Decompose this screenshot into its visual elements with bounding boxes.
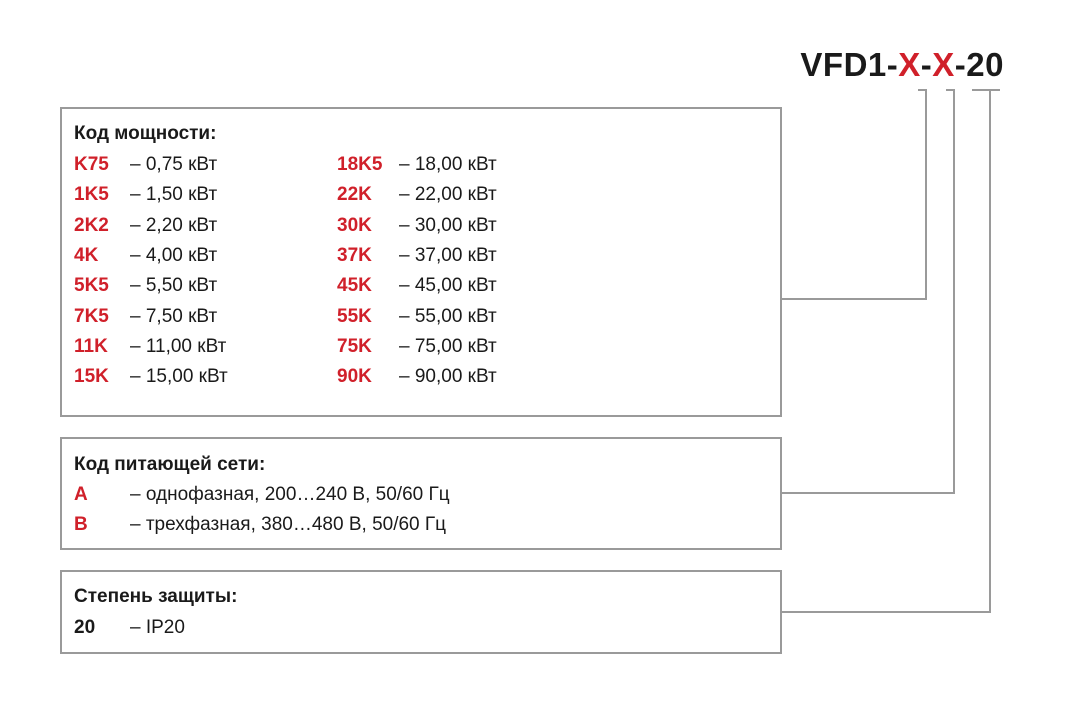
protection-title: Степень защиты: xyxy=(74,586,238,607)
power-desc: – 2,20 кВт xyxy=(130,214,218,236)
model-prefix: VFD1- xyxy=(800,46,899,83)
power-desc: – 15,00 кВт xyxy=(130,366,228,388)
power-row xyxy=(337,183,497,207)
supply-code: A xyxy=(74,484,88,505)
power-code: 4K xyxy=(74,244,99,266)
model-supply-placeholder: X xyxy=(932,46,955,83)
power-row xyxy=(74,305,217,329)
power-code: 11K xyxy=(74,335,108,357)
power-desc: – 7,50 кВт xyxy=(130,305,218,327)
power-code: 18K5 xyxy=(337,154,383,175)
power-code: 90K xyxy=(337,366,372,388)
model-code xyxy=(800,46,1004,84)
power-code: 30K xyxy=(337,214,372,236)
leader-line-protection xyxy=(782,90,1000,612)
power-row xyxy=(337,365,497,389)
power-row xyxy=(74,244,217,268)
power-desc: – 1,50 кВт xyxy=(130,184,218,206)
power-desc: – 37,00 кВт xyxy=(399,244,497,266)
leader-line-supply xyxy=(782,90,954,493)
power-row xyxy=(74,274,217,298)
supply-desc: – однофазная, 200…240 В, 50/60 Гц xyxy=(130,484,450,505)
power-code: 2K2 xyxy=(74,214,109,236)
power-desc: – 22,00 кВт xyxy=(399,184,497,206)
power-desc: – 30,00 кВт xyxy=(399,214,497,236)
supply-code-title: Код питающей сети: xyxy=(74,454,266,475)
power-code: 7K5 xyxy=(74,305,109,327)
model-separator: - xyxy=(920,46,933,83)
power-desc: – 90,00 кВт xyxy=(399,366,497,388)
protection-box xyxy=(60,570,782,654)
protection-code: 20 xyxy=(74,617,96,638)
model-power-placeholder: X xyxy=(898,46,921,83)
power-row xyxy=(337,214,497,238)
supply-desc: – трехфазная, 380…480 В, 50/60 Гц xyxy=(130,514,447,535)
power-desc: – 4,00 кВт xyxy=(130,244,218,266)
power-row xyxy=(337,305,497,329)
power-row xyxy=(337,335,497,359)
protection-row xyxy=(74,616,185,640)
power-row xyxy=(337,153,497,177)
supply-code-box xyxy=(60,437,782,550)
power-desc: – 55,00 кВт xyxy=(399,305,497,327)
power-code: 15K xyxy=(74,366,109,388)
power-code-title: Код мощности: xyxy=(74,123,217,144)
power-desc: – 5,50 кВт xyxy=(130,275,218,297)
power-desc: – 75,00 кВт xyxy=(399,335,497,357)
power-desc: – 11,00 кВт xyxy=(130,335,227,357)
power-code: 45K xyxy=(337,275,372,297)
power-code: 37K xyxy=(337,244,372,266)
power-code: 1K5 xyxy=(74,184,109,206)
power-code: K75 xyxy=(74,154,109,175)
power-code: 55K xyxy=(337,305,372,327)
protection-desc: – IP20 xyxy=(130,617,185,638)
power-row xyxy=(74,365,228,389)
power-desc: – 0,75 кВт xyxy=(130,154,218,175)
power-row xyxy=(74,153,217,177)
model-suffix: -20 xyxy=(954,46,1004,83)
leader-line-power xyxy=(782,90,926,299)
power-desc: – 45,00 кВт xyxy=(399,275,497,297)
power-row xyxy=(74,183,217,207)
power-code-box xyxy=(60,107,782,417)
power-row xyxy=(337,244,497,268)
power-row xyxy=(337,274,497,298)
supply-row xyxy=(74,513,446,537)
power-code: 5K5 xyxy=(74,275,109,297)
power-desc: – 18,00 кВт xyxy=(399,154,497,175)
power-code: 22K xyxy=(337,184,372,206)
power-code: 75K xyxy=(337,335,372,357)
supply-code: B xyxy=(74,514,88,535)
power-row xyxy=(74,335,226,359)
power-row xyxy=(74,214,217,238)
supply-row xyxy=(74,483,450,507)
